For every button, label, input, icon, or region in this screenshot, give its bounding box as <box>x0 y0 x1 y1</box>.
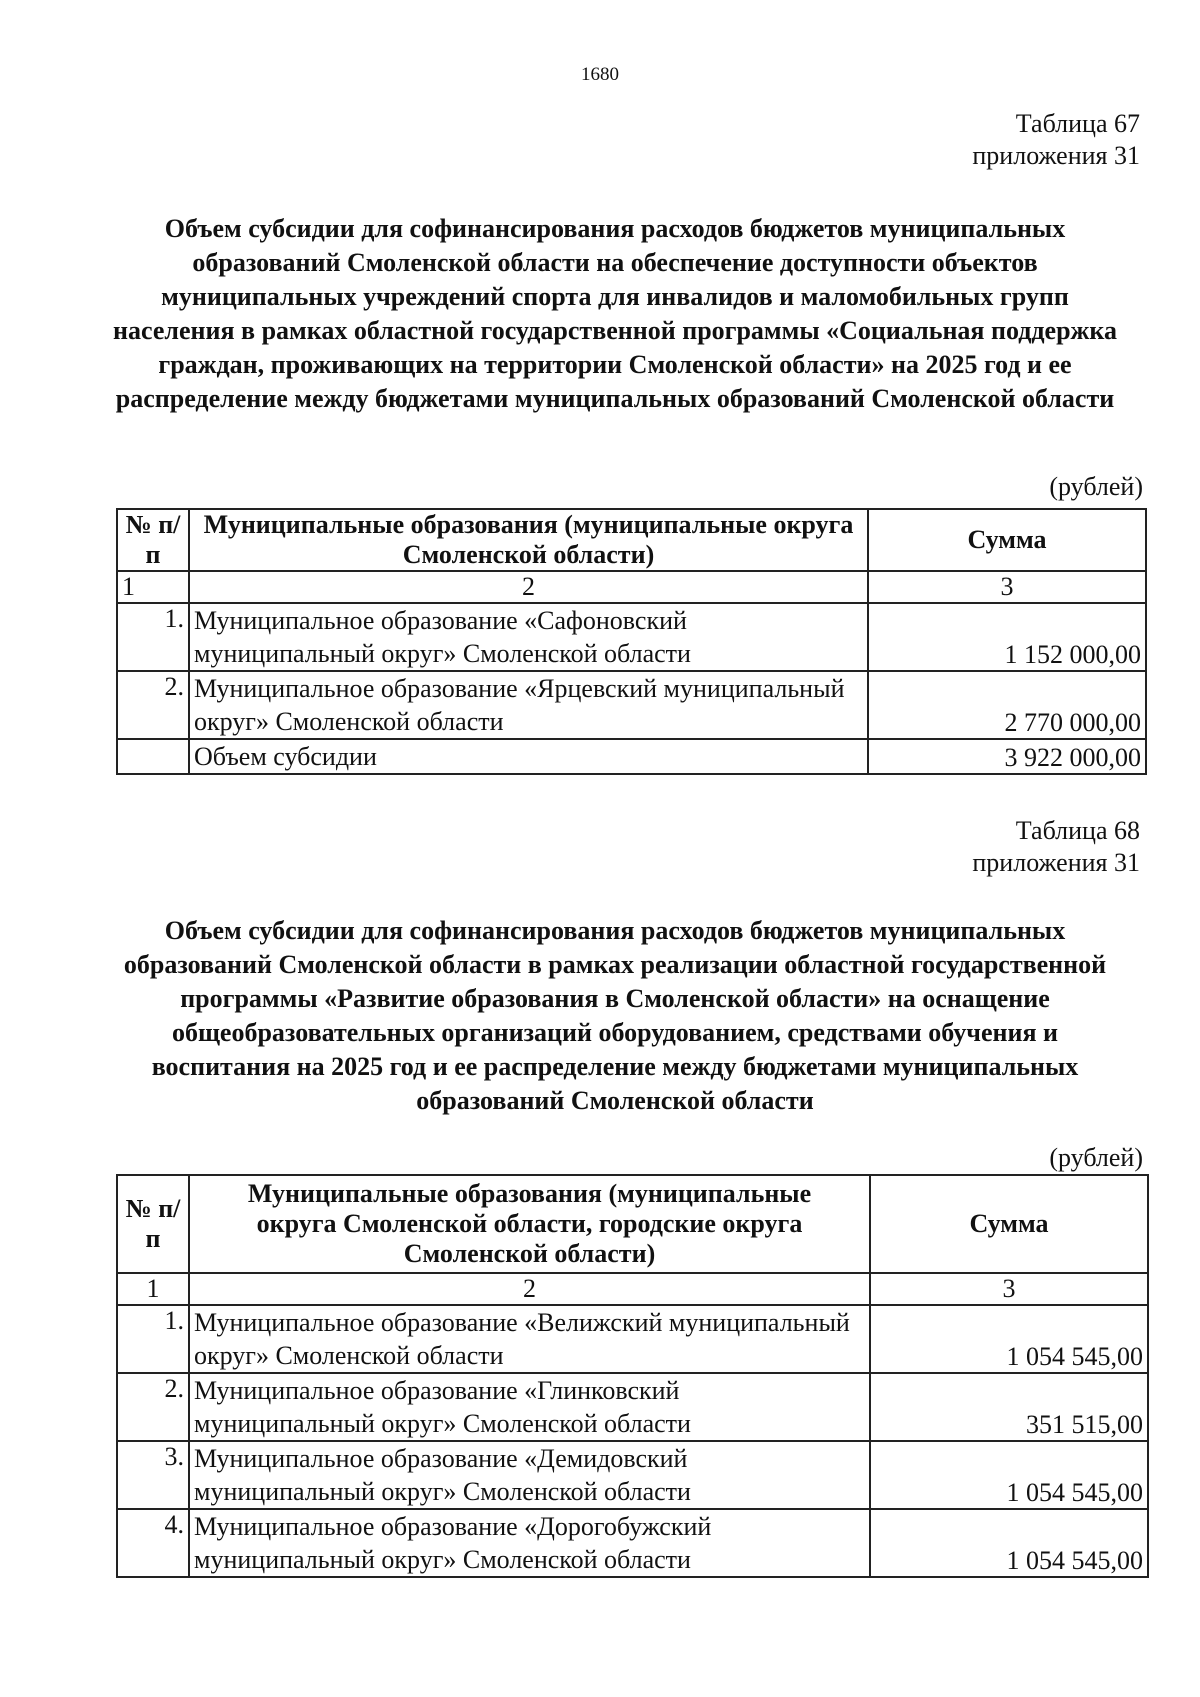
page-number: 1680 <box>581 64 619 85</box>
row-num: 2. <box>117 1373 189 1441</box>
row-name: Муниципальное образование «Демидовский муниципальный округ» Смоленской области <box>189 1441 870 1509</box>
table-67-title: Объем субсидии для софинансирования расходов бюджетов муниципальных образований Смоленской области на обеспечение доступности объектов муниципальных учреждений спорта для инвалидов и маломобильных групп населения в рамках областной государственной программы «Социальная поддержка граждан, проживающих на территории Смоленской области» на 2025 год и ее распределение между бюджетами муниципальных образований Смоленской области <box>113 214 1117 413</box>
table-67-caption-line1: Таблица 67 <box>1015 109 1140 138</box>
row-num: 4. <box>117 1509 189 1577</box>
row-sum: 1 054 545,00 <box>870 1305 1148 1373</box>
table-68-title: Объем субсидии для софинансирования расходов бюджетов муниципальных образований Смоленской области в рамках реализации областной государственной программы «Развитие образования в Смоленской области» на оснащение общеобразовательных организаций оборудованием, средствами обучения и воспитания на 2025 год и ее распределение между бюджетами муниципальных образований Смоленской области <box>123 916 1107 1115</box>
row-name: Муниципальное образование «Глинковский муниципальный округ» Смоленской области <box>189 1373 870 1441</box>
table-67-caption-line2: приложения 31 <box>972 141 1140 170</box>
header-num: № п/п <box>117 1175 189 1273</box>
row-sum: 1 054 545,00 <box>870 1441 1148 1509</box>
table-68-caption-line1: Таблица 68 <box>1015 816 1140 845</box>
index-cell: 3 <box>870 1273 1148 1305</box>
table-row <box>117 1373 1148 1441</box>
header-name: Муниципальные образования (муниципальные округа Смоленской области, городские округа Смоленской области) <box>189 1175 870 1273</box>
row-name: Муниципальное образование «Велижский муниципальный округ» Смоленской области <box>189 1305 870 1373</box>
table-67-caption <box>972 108 1140 172</box>
header-name: Муниципальные образования (муниципальные округа Смоленской области) <box>189 509 868 571</box>
table-67-units: (рублей) <box>1049 472 1143 501</box>
table-row <box>117 1509 1148 1577</box>
row-name: Муниципальное образование «Дорогобужский муниципальный округ» Смоленской области <box>189 1509 870 1577</box>
row-sum: 2 770 000,00 <box>868 671 1146 739</box>
index-cell: 2 <box>189 571 868 603</box>
row-name: Муниципальное образование «Ярцевский муниципальный округ» Смоленской области <box>189 671 868 739</box>
table-row <box>117 1305 1148 1373</box>
table-row <box>117 1441 1148 1509</box>
table-header-row <box>117 1175 1148 1273</box>
row-sum: 1 152 000,00 <box>868 603 1146 671</box>
index-cell: 1 <box>117 1273 189 1305</box>
row-num: 1. <box>117 1305 189 1373</box>
total-sum: 3 922 000,00 <box>868 739 1146 774</box>
index-cell: 1 <box>117 571 189 603</box>
row-num: 3. <box>117 1441 189 1509</box>
table-68-caption-line2: приложения 31 <box>972 848 1140 877</box>
total-label: Объем субсидии <box>189 739 868 774</box>
table-row <box>117 603 1146 671</box>
header-sum: Сумма <box>870 1175 1148 1273</box>
index-cell: 2 <box>189 1273 870 1305</box>
row-sum: 351 515,00 <box>870 1373 1148 1441</box>
table-68-caption <box>972 815 1140 879</box>
table-total-row <box>117 739 1146 774</box>
table-index-row <box>117 1273 1148 1305</box>
table-header-row <box>117 509 1146 571</box>
table-index-row <box>117 571 1146 603</box>
table-68-units: (рублей) <box>1049 1143 1143 1172</box>
table-68 <box>116 1174 1149 1578</box>
row-num: 1. <box>117 603 189 671</box>
index-cell: 3 <box>868 571 1146 603</box>
row-name: Муниципальное образование «Сафоновский муниципальный округ» Смоленской области <box>189 603 868 671</box>
table-row <box>117 671 1146 739</box>
header-num: № п/п <box>117 509 189 571</box>
row-sum: 1 054 545,00 <box>870 1509 1148 1577</box>
header-sum: Сумма <box>868 509 1146 571</box>
table-67 <box>116 508 1147 775</box>
total-num <box>117 739 189 774</box>
row-num: 2. <box>117 671 189 739</box>
